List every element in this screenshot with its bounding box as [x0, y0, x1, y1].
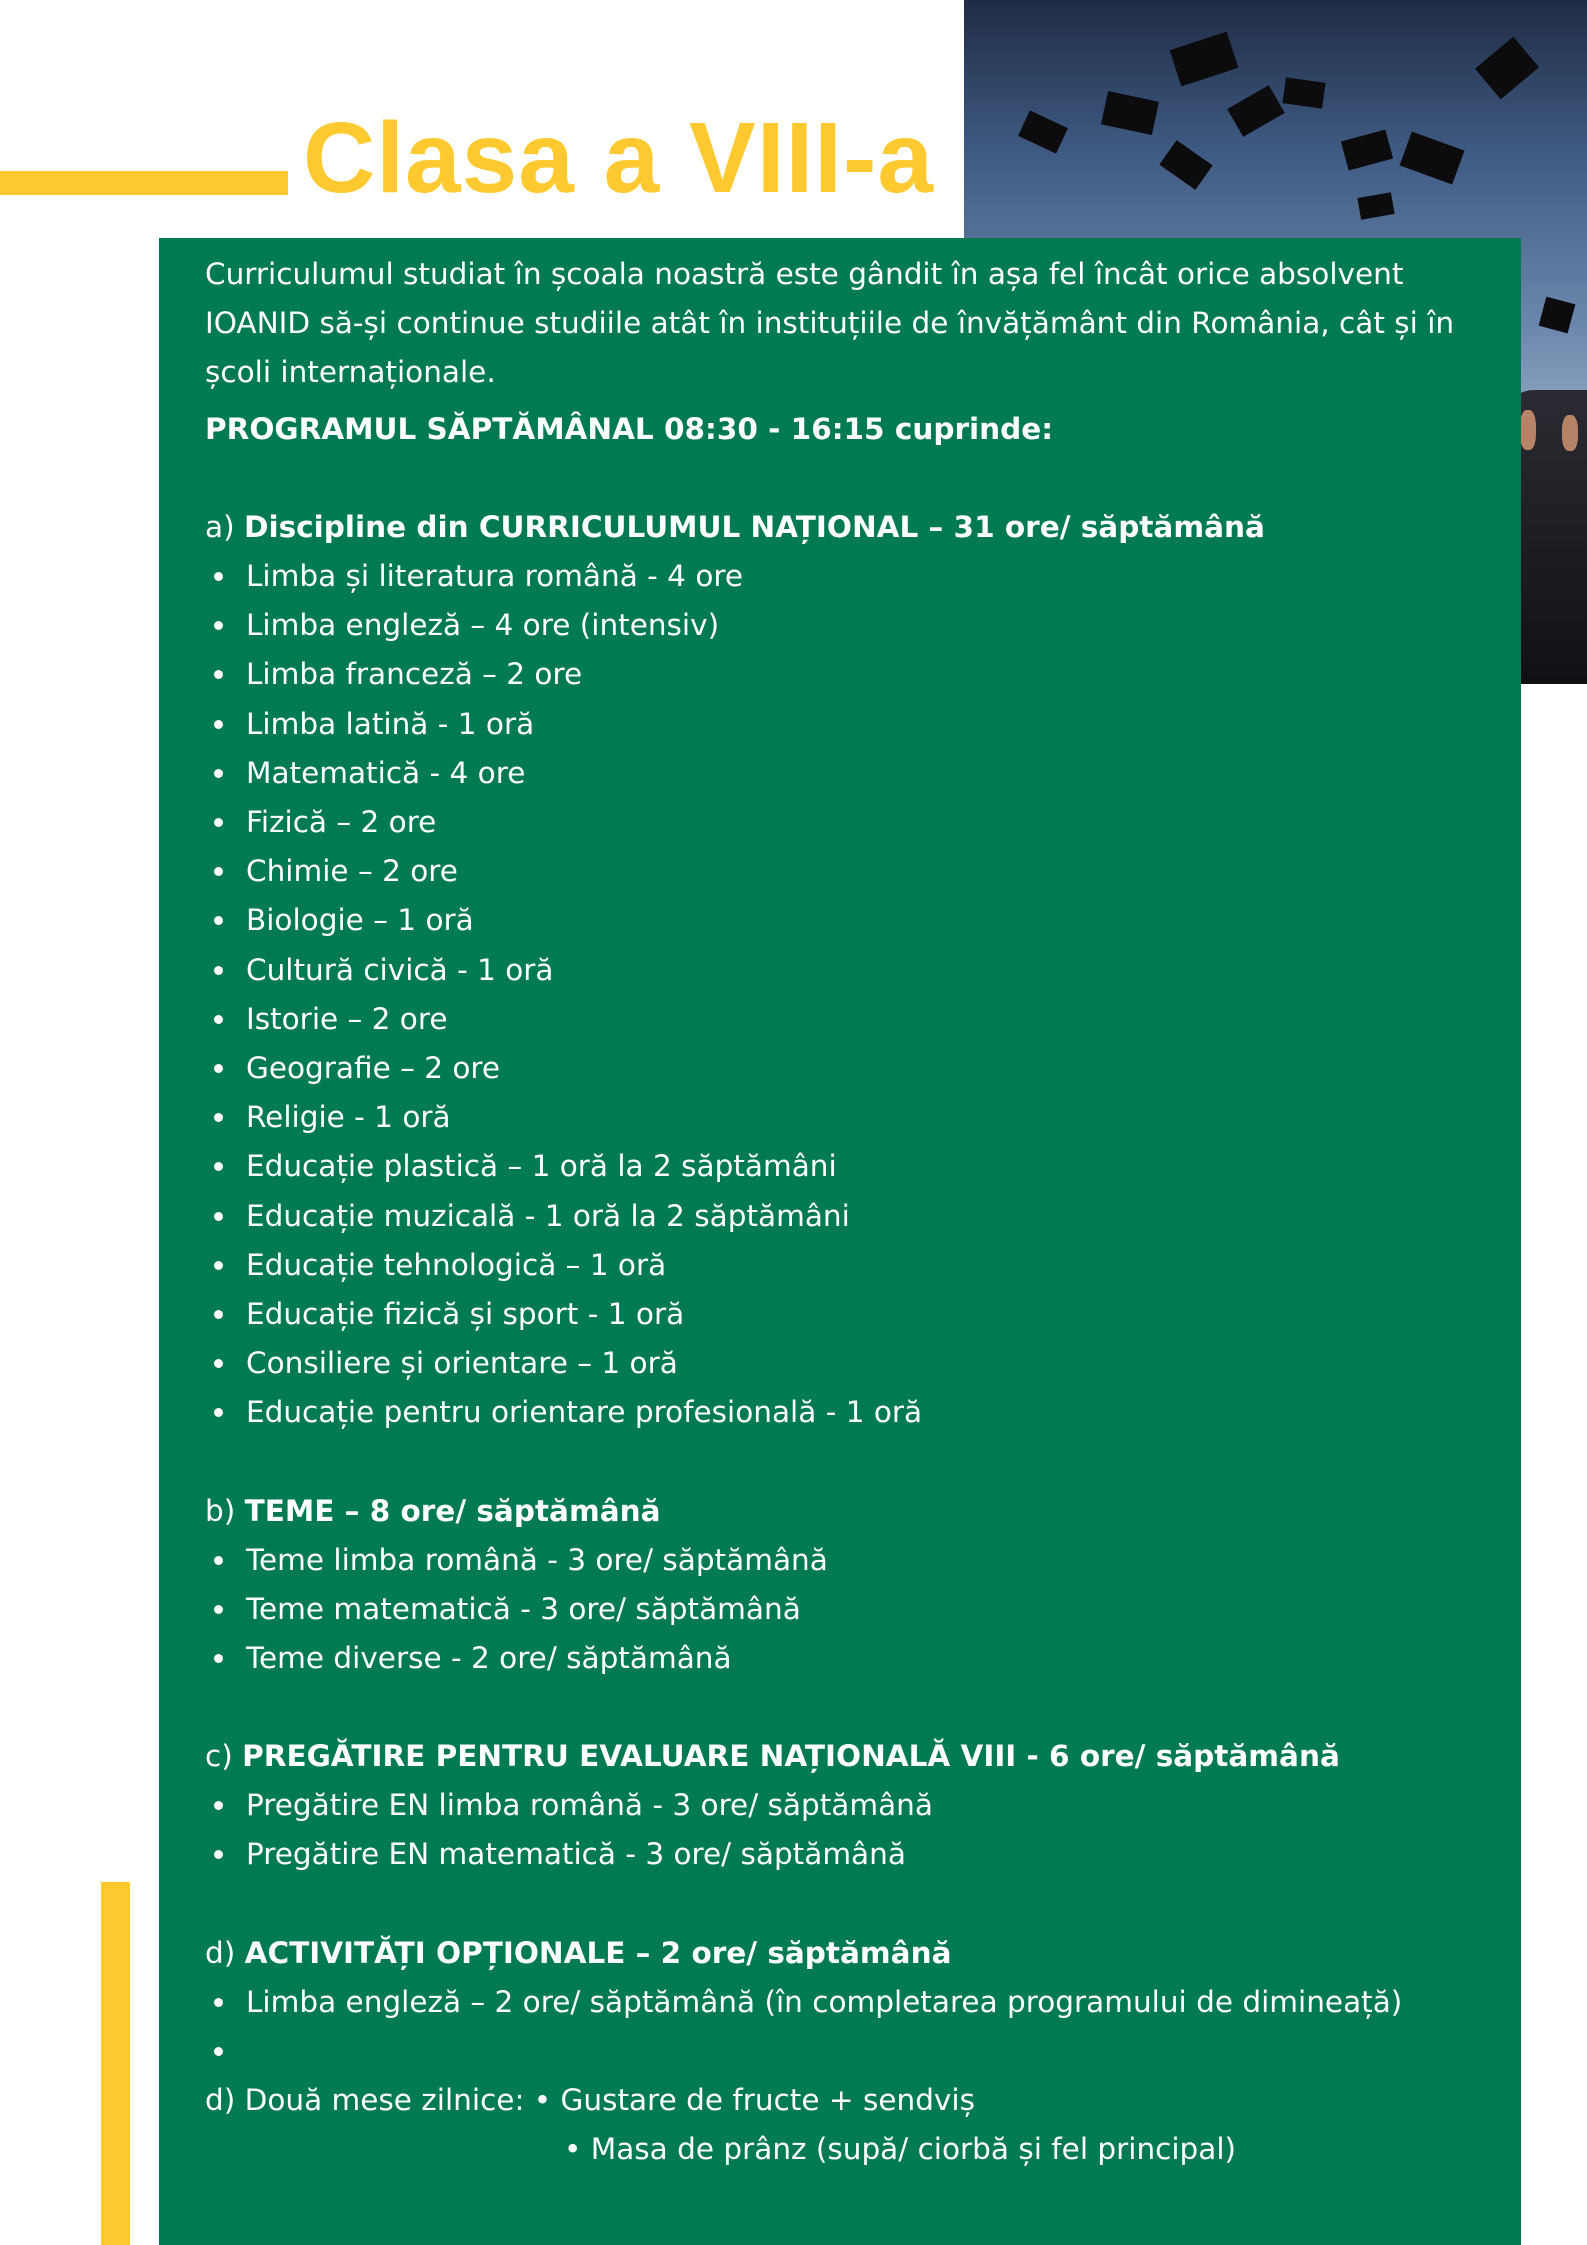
section-heading-text: ACTIVITĂȚI OPȚIONALE – 2 ore/ săptămână — [244, 1935, 952, 1970]
bullet-icon — [214, 1556, 223, 1565]
raised-hand — [1562, 415, 1578, 451]
list-item-text: Teme limba română - 3 ore/ săptămână — [246, 1542, 828, 1577]
bullet-icon — [214, 1113, 223, 1122]
subject-list — [205, 552, 1481, 1438]
list-item — [205, 1781, 1481, 1830]
bullet-icon — [214, 1064, 223, 1073]
list-item — [205, 650, 1481, 699]
raised-hand — [1520, 410, 1536, 450]
section-heading-text: Discipline din CURRICULUMUL NAȚIONAL – 31 ore/ săptămână — [243, 510, 1265, 544]
section-heading — [205, 503, 1481, 552]
graduation-cap-icon — [1227, 85, 1285, 137]
list-item — [205, 1585, 1481, 1634]
bullet-icon — [214, 1162, 223, 1171]
bullet-icon — [214, 1359, 223, 1368]
list-item-text: Limba engleză – 4 ore (intensiv) — [246, 608, 720, 643]
bullet-icon — [214, 572, 223, 581]
graduation-cap-icon — [1341, 130, 1393, 171]
section-heading-text: PREGĂTIRE PENTRU EVALUARE NAȚIONALĂ VIII - 6 ore/ săptămână — [242, 1739, 1340, 1774]
exam-prep-list — [205, 1781, 1481, 1879]
daily-meals — [205, 2076, 1481, 2174]
graduation-cap-icon — [1282, 77, 1325, 108]
graduation-cap-icon — [1101, 91, 1159, 135]
meals-line: d) Două mese zilnice: • Gustare de fructe + sendviș — [205, 2083, 975, 2118]
bullet-icon — [214, 1261, 223, 1270]
list-item-text: Biologie – 1 oră — [246, 903, 474, 938]
list-item — [205, 1388, 1481, 1437]
list-item-text: Limba latină - 1 oră — [246, 706, 535, 741]
section-heading-text: TEME – 8 ore/ săptămână — [244, 1493, 661, 1528]
section-national-curriculum — [205, 503, 1481, 1438]
list-item — [205, 798, 1481, 847]
section-heading — [205, 1929, 1481, 1978]
list-item — [205, 995, 1481, 1044]
section-optional-activities — [205, 1929, 1481, 2076]
graduation-cap-icon — [1400, 132, 1465, 185]
list-item — [205, 1142, 1481, 1191]
title-accent-bar — [0, 171, 288, 195]
bullet-icon — [214, 1654, 223, 1663]
list-item — [205, 2027, 1481, 2076]
list-item — [205, 1192, 1481, 1241]
list-item-text: Religie - 1 oră — [246, 1100, 451, 1135]
bullet-icon — [214, 966, 223, 975]
side-accent-bar — [101, 1882, 130, 2245]
list-item-text: Consiliere și orientare – 1 oră — [246, 1346, 678, 1381]
bullet-icon — [214, 670, 223, 679]
section-national-exam-prep — [205, 1732, 1481, 1879]
list-item — [205, 1290, 1481, 1339]
graduation-cap-icon — [1159, 140, 1212, 190]
list-item — [205, 1978, 1481, 2027]
bullet-icon — [214, 1212, 223, 1221]
list-item-text: Teme matematică - 3 ore/ săptămână — [246, 1591, 801, 1626]
list-item-text: Limba franceză – 2 ore — [246, 657, 583, 692]
list-item-text: Fizică – 2 ore — [246, 805, 437, 840]
graduation-cap-icon — [1018, 110, 1068, 153]
list-item — [205, 700, 1481, 749]
list-item-text: Geografie – 2 ore — [246, 1051, 501, 1086]
list-item-text: Cultură civică - 1 oră — [246, 952, 554, 987]
bullet-icon — [214, 818, 223, 827]
bullet-icon — [214, 621, 223, 630]
list-item — [205, 896, 1481, 945]
bullet-icon — [214, 1998, 223, 2007]
list-item-text: Teme diverse - 2 ore/ săptămână — [246, 1641, 732, 1676]
list-item-text: Educație pentru orientare profesională - 1 oră — [246, 1395, 923, 1430]
graduation-cap-icon — [1539, 297, 1576, 334]
bullet-icon — [214, 1850, 223, 1859]
list-item — [205, 601, 1481, 650]
list-item — [205, 749, 1481, 798]
list-item — [205, 552, 1481, 601]
curriculum-panel — [159, 238, 1521, 2245]
list-item-text: Istorie – 2 ore — [246, 1001, 448, 1036]
list-item-text: Educație plastică – 1 oră la 2 săptămâni — [246, 1149, 837, 1184]
section-homework — [205, 1487, 1481, 1684]
list-item — [205, 847, 1481, 896]
bullet-icon — [214, 769, 223, 778]
graduation-cap-icon — [1170, 32, 1239, 87]
intro-paragraph: Curriculumul studiat în școala noastră este gândit în așa fel încât orice absolvent IOANID să-și continue studiile atât în instituțiile de învățământ din România, cât și în școli internaționale. — [205, 257, 1455, 389]
section-prefix: d) — [205, 1935, 245, 1970]
list-item — [205, 1339, 1481, 1388]
list-item — [205, 1093, 1481, 1142]
list-item-text: Educație tehnologică – 1 oră — [246, 1247, 667, 1282]
bullet-icon — [214, 867, 223, 876]
bullet-icon — [214, 1801, 223, 1810]
list-item-text: Educație fizică și sport - 1 oră — [246, 1297, 685, 1332]
list-item — [205, 946, 1481, 995]
page-title: Clasa a VIII-a — [303, 102, 934, 214]
list-item — [205, 1634, 1481, 1683]
list-item-text: Limba engleză – 2 ore/ săptămână (în completarea programului de dimineață) — [246, 1984, 1403, 2019]
bullet-icon — [214, 1015, 223, 1024]
list-item — [205, 1536, 1481, 1585]
bullet-icon — [214, 916, 223, 925]
weekly-program-heading: PROGRAMUL SĂPTĂMÂNAL 08:30 - 16:15 cuprinde: — [205, 412, 1054, 446]
list-item-text: Matematică - 4 ore — [246, 755, 526, 790]
meals-line: • Masa de prânz (supă/ ciorbă și fel principal) — [564, 2132, 1237, 2167]
section-prefix: a) — [205, 510, 244, 544]
optional-activities-list — [205, 1978, 1481, 2076]
section-heading — [205, 1487, 1481, 1536]
list-item-text: Pregătire EN limba română - 3 ore/ săptămână — [246, 1788, 933, 1823]
graduation-cap-icon — [1357, 192, 1394, 220]
list-item-text: Educație muzicală - 1 oră la 2 săptămâni — [246, 1198, 850, 1233]
section-heading — [205, 1732, 1481, 1781]
homework-list — [205, 1536, 1481, 1684]
list-item — [205, 1241, 1481, 1290]
bullet-icon — [214, 1310, 223, 1319]
list-item-text: Chimie – 2 ore — [246, 854, 458, 889]
list-item — [205, 1830, 1481, 1879]
bullet-icon — [214, 2047, 223, 2056]
list-item-text: Limba și literatura română - 4 ore — [246, 559, 743, 593]
list-item-text: Pregătire EN matematică - 3 ore/ săptămână — [246, 1837, 906, 1872]
bullet-icon — [214, 1408, 223, 1417]
section-prefix: c) — [205, 1739, 243, 1774]
bullet-icon — [214, 1605, 223, 1614]
list-item — [205, 1044, 1481, 1093]
section-prefix: b) — [205, 1493, 245, 1528]
bullet-icon — [214, 720, 223, 729]
graduation-cap-icon — [1475, 37, 1539, 100]
